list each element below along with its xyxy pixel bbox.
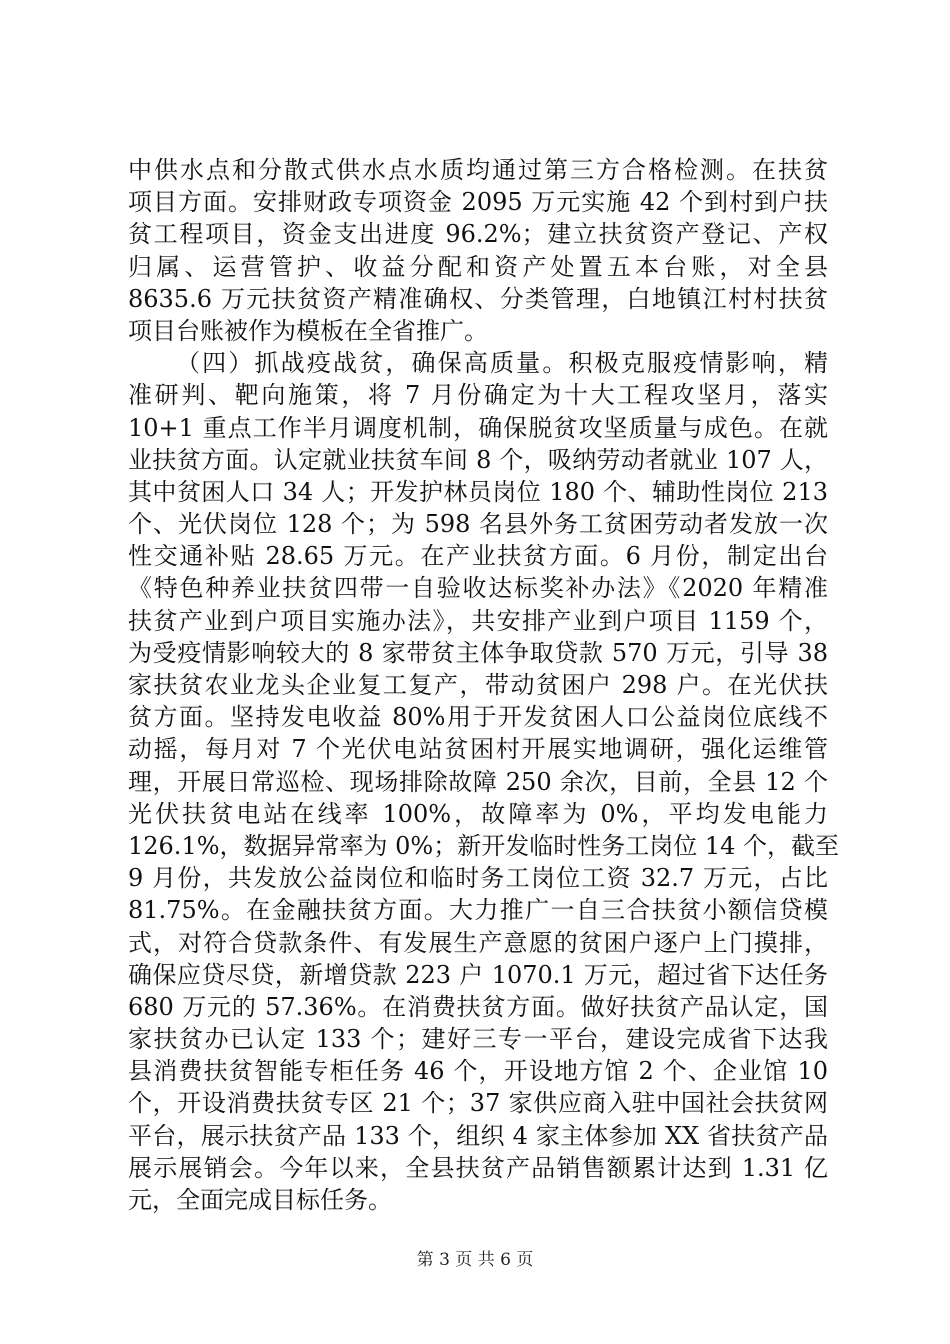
text-line: 680 万元的 57.36%。在消费扶贫方面。做好扶贫产品认定，国 bbox=[128, 992, 828, 1021]
text-line: 元，全面完成目标任务。 bbox=[128, 1186, 392, 1214]
text-line: 《特色种养业扶贫四带一自验收达标奖补办法》《2020 年精准 bbox=[128, 574, 828, 603]
text-line: 确保应贷尽贷，新增贷款 223 户 1070.1 万元，超过省下达任务 bbox=[128, 960, 828, 989]
text-line: 其中贫困人口 34 人；开发护林员岗位 180 个、辅助性岗位 213 bbox=[128, 477, 828, 506]
body-text bbox=[128, 154, 840, 1216]
text-line: 8635.6 万元扶贫资产精准确权、分类管理，白地镇江村村扶贫 bbox=[128, 284, 828, 313]
text-line: 个，开设消费扶贫专区 21 个；37 家供应商入驻中国社会扶贫网 bbox=[128, 1089, 828, 1118]
text-line: 县消费扶贫智能专柜任务 46 个，开设地方馆 2 个、企业馆 10 bbox=[128, 1057, 828, 1086]
text-line: 光伏扶贫电站在线率 100%，故障率为 0%，平均发电能力 bbox=[128, 799, 828, 828]
paragraph-2 bbox=[128, 347, 840, 1216]
paragraph-1 bbox=[128, 154, 828, 347]
text-line: 平台，展示扶贫产品 133 个，组织 4 家主体参加 XX 省扶贫产品 bbox=[128, 1121, 828, 1150]
text-line: 81.75%。在金融扶贫方面。大力推广一自三合扶贫小额信贷模 bbox=[128, 896, 828, 925]
text-line: 准研判、靶向施策，将 7 月份确定为十大工程攻坚月，落实 bbox=[128, 381, 828, 410]
text-line: 家扶贫办已认定 133 个；建好三专一平台，建设完成省下达我 bbox=[128, 1025, 828, 1054]
text-line: 家扶贫农业龙头企业复工复产，带动贫困户 298 户。在光伏扶 bbox=[128, 671, 828, 699]
text-line: 个、光伏岗位 128 个；为 598 名县外务工贫困劳动者发放一次 bbox=[128, 510, 828, 539]
text-line: 项目方面。安排财政专项资金 2095 万元实施 42 个到村到户扶 bbox=[128, 188, 828, 217]
text-line: 扶贫产业到户项目实施办法》，共安排产业到户项目 1159 个， bbox=[128, 606, 828, 635]
text-line: 9 月份，共发放公益岗位和临时务工岗位工资 32.7 万元，占比 bbox=[128, 864, 828, 893]
text-line: 业扶贫方面。认定就业扶贫车间 8 个，吸纳劳动者就业 107 人， bbox=[128, 445, 828, 474]
text-line: 中供水点和分散式供水点水质均通过第三方合格检测。在扶贫 bbox=[128, 156, 828, 184]
text-line: 理，开展日常巡检、现场排除故障 250 余次，目前，全县 12 个 bbox=[128, 767, 828, 796]
text-line: 126.1%，数据异常率为 0%；新开发临时性务工岗位 14 个，截至 bbox=[128, 831, 840, 860]
text-line: 10+1 重点工作半月调度机制，确保脱贫攻坚质量与成色。在就 bbox=[128, 413, 828, 442]
section-heading-line: （四）抓战疫战贫，确保高质量。积极克服疫情影响，精 bbox=[176, 349, 828, 378]
text-line: 性交通补贴 28.65 万元。在产业扶贫方面。6 月份，制定出台 bbox=[128, 542, 828, 571]
page-number-footer: 第 3 页 共 6 页 bbox=[416, 1250, 534, 1270]
text-line: 动摇，每月对 7 个光伏电站贫困村开展实地调研，强化运维管 bbox=[128, 735, 828, 764]
text-line: 贫方面。坚持发电收益 80%用于开发贫困人口公益岗位底线不 bbox=[128, 703, 828, 732]
text-line: 项目台账被作为模板在全省推广。 bbox=[128, 316, 488, 345]
text-line: 式，对符合贷款条件、有发展生产意愿的贫困户逐户上门摸排， bbox=[128, 928, 828, 957]
text-line: 为受疫情影响较大的 8 家带贫主体争取贷款 570 万元，引导 38 bbox=[128, 638, 828, 667]
text-line: 展示展销会。今年以来，全县扶贫产品销售额累计达到 1.31 亿 bbox=[128, 1153, 828, 1182]
text-line: 贫工程项目，资金支出进度 96.2%；建立扶贫资产登记、产权 bbox=[128, 220, 828, 249]
text-line: 归属、运营管护、收益分配和资产处置五本台账，对全县 bbox=[128, 252, 828, 281]
